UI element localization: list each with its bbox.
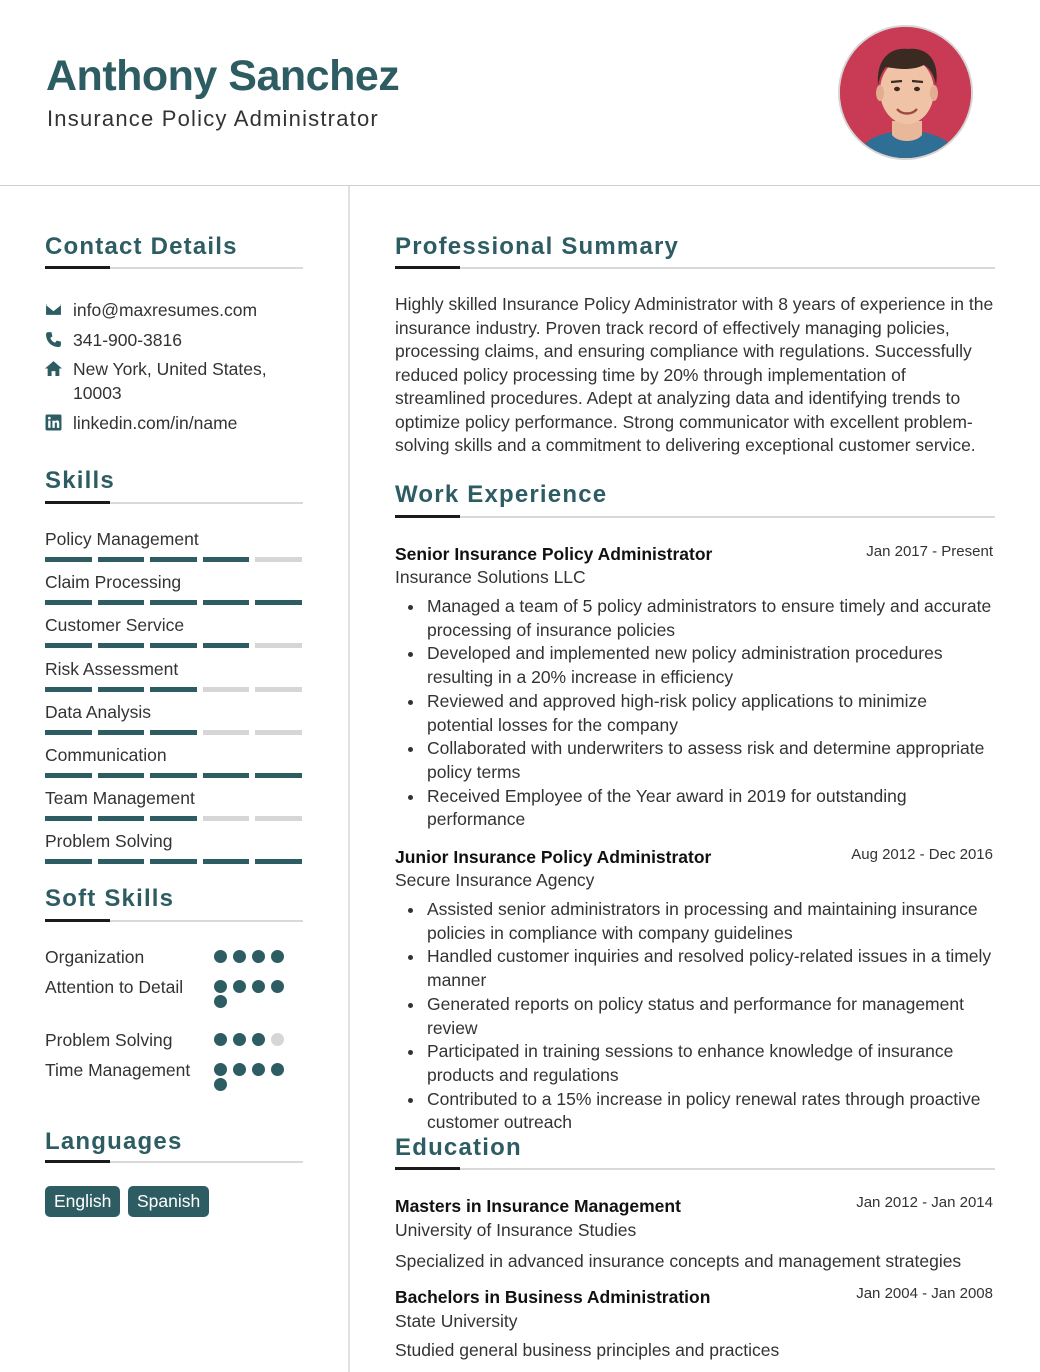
rating-dot xyxy=(214,1063,227,1076)
skill-level-segment xyxy=(255,816,302,821)
contact-address xyxy=(45,357,295,405)
degree-description: Studied general business principles and practices xyxy=(395,1340,780,1360)
languages-rule xyxy=(45,1161,303,1163)
rating-dot xyxy=(271,950,284,963)
skill-level-segment xyxy=(203,816,250,821)
soft-skill-rating xyxy=(214,1063,292,1091)
rating-dot xyxy=(214,1033,227,1046)
skill-label: Problem Solving xyxy=(45,831,173,852)
soft-skill-label: Time Management xyxy=(45,1060,191,1080)
list-item: Collaborated with underwriters to assess risk and determine appropriate policy terms xyxy=(405,737,995,784)
avatar xyxy=(838,25,973,160)
skill-level-segment xyxy=(150,643,197,648)
soft-skills-heading: Soft Skills xyxy=(45,885,175,912)
rating-dot xyxy=(271,980,284,993)
skill-level-segment xyxy=(45,816,92,821)
skill-level-segment xyxy=(98,730,145,735)
skill-level-segment xyxy=(45,600,92,605)
job-bullets xyxy=(405,595,995,832)
column-divider xyxy=(348,186,350,1372)
linkedin-text: linkedin.com/in/name xyxy=(73,413,238,433)
degree-dates: Jan 2012 - Jan 2014 xyxy=(856,1194,993,1211)
skill-level-segment xyxy=(150,687,197,692)
skill-level-segment xyxy=(98,687,145,692)
skill-level-segment xyxy=(45,859,92,864)
rating-dot xyxy=(271,1063,284,1076)
experience-heading: Work Experience xyxy=(395,481,608,508)
skill-level-segment xyxy=(45,687,92,692)
skill-label: Communication xyxy=(45,745,167,765)
skill-level-segment xyxy=(203,600,250,605)
skill-label: Team Management xyxy=(45,788,195,809)
phone-text: 341-900-3816 xyxy=(73,330,182,350)
language-badge: English xyxy=(45,1186,120,1217)
skill-level-segment xyxy=(255,687,302,692)
skill-level-segment xyxy=(203,643,250,648)
soft-skill-rating xyxy=(214,980,292,1008)
job-title: Senior Insurance Policy Administrator xyxy=(395,544,713,564)
skills-rule xyxy=(45,502,303,504)
address-text: New York, United States, 10003 xyxy=(73,359,267,403)
skill-level-bar xyxy=(45,557,302,562)
experience-rule xyxy=(395,516,995,518)
rating-dot xyxy=(214,950,227,963)
soft-skill-rating xyxy=(214,1033,292,1046)
skill-level-segment xyxy=(150,730,197,735)
skill-level-segment xyxy=(255,643,302,648)
skill-label: Policy Management xyxy=(45,529,199,549)
list-item: Received Employee of the Year award in 2019 for outstanding performance xyxy=(405,785,995,832)
skill-level-bar xyxy=(45,687,302,692)
phone-icon xyxy=(45,328,73,352)
skill-level-bar xyxy=(45,600,302,605)
rating-dot xyxy=(252,980,265,993)
list-item: Assisted senior administrators in processing and maintaining insurance policies in compliance with company guidelines xyxy=(405,898,995,945)
rating-dot xyxy=(252,1063,265,1076)
job-bullets xyxy=(405,898,995,1135)
school-name: State University xyxy=(395,1311,518,1331)
skill-level-segment xyxy=(45,643,92,648)
contact-linkedin xyxy=(45,411,237,435)
skill-level-segment xyxy=(98,859,145,864)
skill-level-segment xyxy=(255,557,302,562)
list-item: Developed and implemented new policy administration procedures resulting in a 20% increase in efficiency xyxy=(405,642,995,689)
rating-dot xyxy=(252,950,265,963)
education-rule xyxy=(395,1168,995,1170)
resume-header xyxy=(0,0,1040,186)
skill-level-segment xyxy=(150,859,197,864)
skill-level-segment xyxy=(203,859,250,864)
rating-dot xyxy=(252,1033,265,1046)
skill-level-segment xyxy=(150,816,197,821)
skill-label: Data Analysis xyxy=(45,701,152,722)
soft-skill-label: Problem Solving xyxy=(45,1030,173,1050)
skill-level-bar xyxy=(45,730,302,735)
skill-level-segment xyxy=(150,557,197,562)
list-item: Contributed to a 15% increase in policy renewal rates through proactive customer outreach xyxy=(405,1088,995,1135)
skill-level-bar xyxy=(45,643,302,648)
rating-dot xyxy=(233,1033,246,1046)
skill-level-segment xyxy=(150,773,197,778)
skill-level-segment xyxy=(45,557,92,562)
contact-heading: Contact Details xyxy=(45,233,238,260)
summary-heading: Professional Summary xyxy=(395,233,680,260)
skill-level-segment xyxy=(255,773,302,778)
skill-level-segment xyxy=(203,730,250,735)
candidate-title: Insurance Policy Administrator xyxy=(47,106,379,131)
rating-dot xyxy=(214,980,227,993)
skill-level-bar xyxy=(45,859,302,864)
home-icon xyxy=(45,357,73,405)
skill-level-segment xyxy=(98,773,145,778)
job-company: Secure Insurance Agency xyxy=(395,870,595,890)
skill-level-segment xyxy=(98,816,145,821)
skill-level-segment xyxy=(98,643,145,648)
skill-level-segment xyxy=(98,557,145,562)
rating-dot xyxy=(214,1078,227,1091)
degree-description: Specialized in advanced insurance concepts and management strategies xyxy=(395,1251,962,1271)
list-item: Participated in training sessions to enhance knowledge of insurance products and regulations xyxy=(405,1040,995,1087)
skill-level-segment xyxy=(255,859,302,864)
skill-level-segment xyxy=(45,730,92,735)
rating-dot xyxy=(233,980,246,993)
skill-level-segment xyxy=(255,600,302,605)
contact-email xyxy=(45,298,257,322)
skill-level-bar xyxy=(45,773,302,778)
linkedin-icon xyxy=(45,411,73,435)
skill-level-segment xyxy=(203,557,250,562)
skill-level-segment xyxy=(203,773,250,778)
rating-dot xyxy=(233,950,246,963)
skill-level-bar xyxy=(45,816,302,821)
email-text: info@maxresumes.com xyxy=(73,300,258,320)
list-item: Reviewed and approved high-risk policy applications to minimize potential losses for the company xyxy=(405,690,995,737)
job-dates: Jan 2017 - Present xyxy=(866,543,993,560)
degree-title: Bachelors in Business Administration xyxy=(395,1287,711,1307)
skill-level-segment xyxy=(150,600,197,605)
job-company: Insurance Solutions LLC xyxy=(395,567,586,587)
soft-skills-rule xyxy=(45,920,303,922)
envelope-icon xyxy=(45,298,73,322)
contact-phone xyxy=(45,328,182,352)
rating-dot xyxy=(271,1033,284,1046)
school-name: University of Insurance Studies xyxy=(395,1220,637,1240)
job-dates: Aug 2012 - Dec 2016 xyxy=(851,846,993,863)
rating-dot xyxy=(233,1063,246,1076)
skill-level-segment xyxy=(45,773,92,778)
skills-heading: Skills xyxy=(45,467,115,494)
soft-skill-label: Organization xyxy=(45,947,145,967)
summary-text: Highly skilled Insurance Policy Administrator with 8 years of experience in the insurance industry. Proven track record of effectively managing policies, processing claims, and ensuring compliance with regulations. Successfully reduced policy processing time by 20% through implementation of streamlined procedures. Adept at analyzing data and identifying trends to optimize policy performance. Strong communicator with excellent problem-solving skills and a commitment to delivering exceptional customer service. xyxy=(395,294,994,455)
skill-level-segment xyxy=(255,730,302,735)
candidate-name: Anthony Sanchez xyxy=(46,52,400,100)
languages-heading: Languages xyxy=(45,1128,183,1155)
job-title: Junior Insurance Policy Administrator xyxy=(395,847,712,867)
education-heading: Education xyxy=(395,1134,522,1161)
skill-level-segment xyxy=(98,600,145,605)
language-badge: Spanish xyxy=(128,1186,209,1217)
skill-label: Claim Processing xyxy=(45,572,182,593)
skill-label: Risk Assessment xyxy=(45,658,179,679)
degree-title: Masters in Insurance Management xyxy=(395,1196,681,1216)
list-item: Handled customer inquiries and resolved policy-related issues in a timely manner xyxy=(405,945,995,992)
skill-level-segment xyxy=(203,687,250,692)
soft-skill-rating xyxy=(214,950,292,963)
summary-rule xyxy=(395,267,995,269)
contact-rule xyxy=(45,267,303,269)
rating-dot xyxy=(214,995,227,1008)
profile-photo xyxy=(840,27,973,160)
list-item: Managed a team of 5 policy administrators to ensure timely and accurate processing of insurance policies xyxy=(405,595,995,642)
skill-label: Customer Service xyxy=(45,615,185,636)
soft-skill-label: Attention to Detail xyxy=(45,977,184,997)
degree-dates: Jan 2004 - Jan 2008 xyxy=(856,1285,993,1302)
list-item: Generated reports on policy status and performance for management review xyxy=(405,993,995,1040)
